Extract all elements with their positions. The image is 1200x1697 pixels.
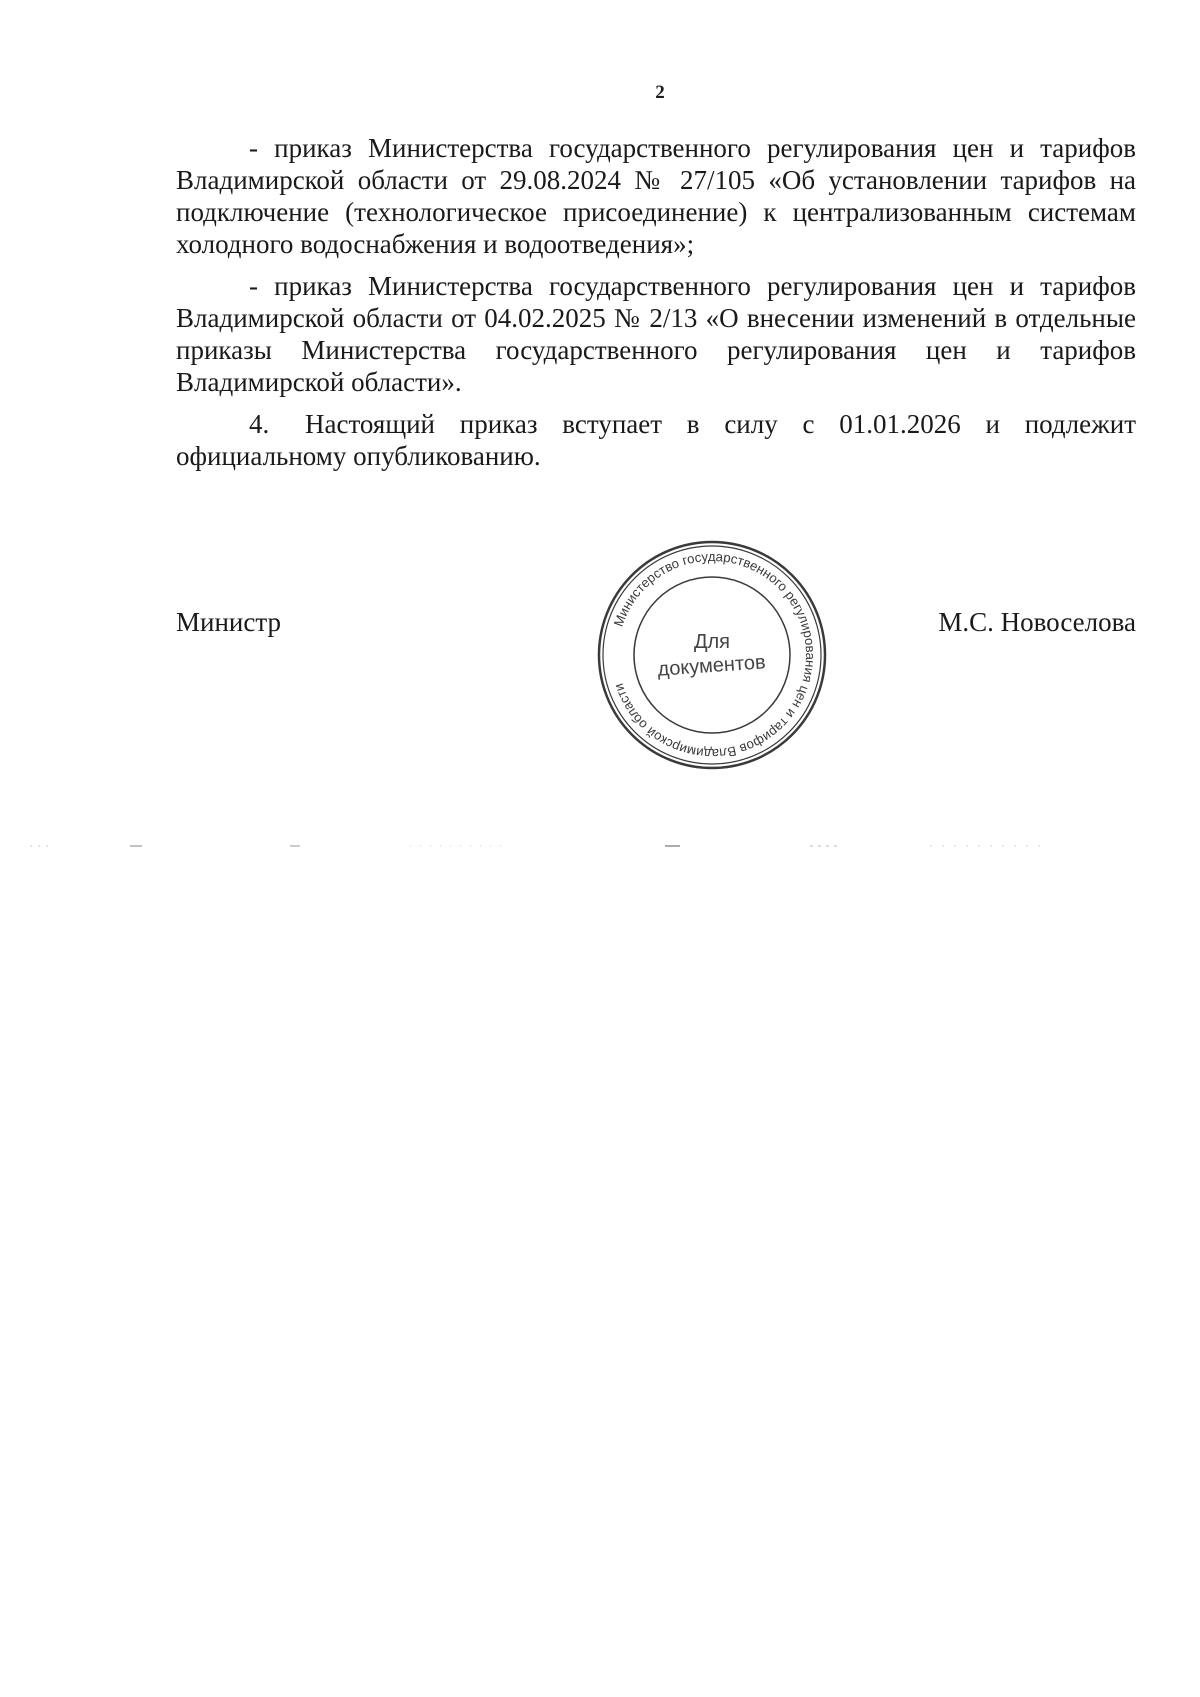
paragraph-order-2: - приказ Министерства государственного регулирования цен и тарифов Владимирской области от 04.02.2025 № 2/13 «О внесении изменений в отдельные приказы Министерства государственного регулирования цен и тарифов Владимирской области». xyxy=(176,271,1136,397)
scan-artifacts xyxy=(30,843,1050,849)
stamp-center-line1: Для xyxy=(693,631,731,653)
signer-position: Министр xyxy=(176,607,281,637)
paragraph-order-1: - приказ Министерства государственного регулирования цен и тарифов Владимирской области от 29.08.2024 № 27/105 «Об установлении тарифов на подключение (технологическое присоединение) к централизованным системам холодного водоснабжения и водоотведения»; xyxy=(176,133,1136,259)
stamp-seal-icon xyxy=(592,535,832,775)
clause-number: 4. xyxy=(249,409,270,439)
official-stamp xyxy=(592,535,832,775)
signer-name: М.С. Новоселова xyxy=(938,607,1136,637)
stamp-center-line2: документов xyxy=(656,651,767,681)
page-number: 2 xyxy=(655,82,665,103)
stamp-ring-text: Министерство государственного регулирования цен и тарифов Владимирской области xyxy=(610,548,819,762)
clause-4 xyxy=(176,408,1136,472)
clause-text: Настоящий приказ вступает в силу с 01.01.2026 и подлежит официальному опубликованию. xyxy=(176,409,1136,471)
document-body xyxy=(176,132,1136,472)
